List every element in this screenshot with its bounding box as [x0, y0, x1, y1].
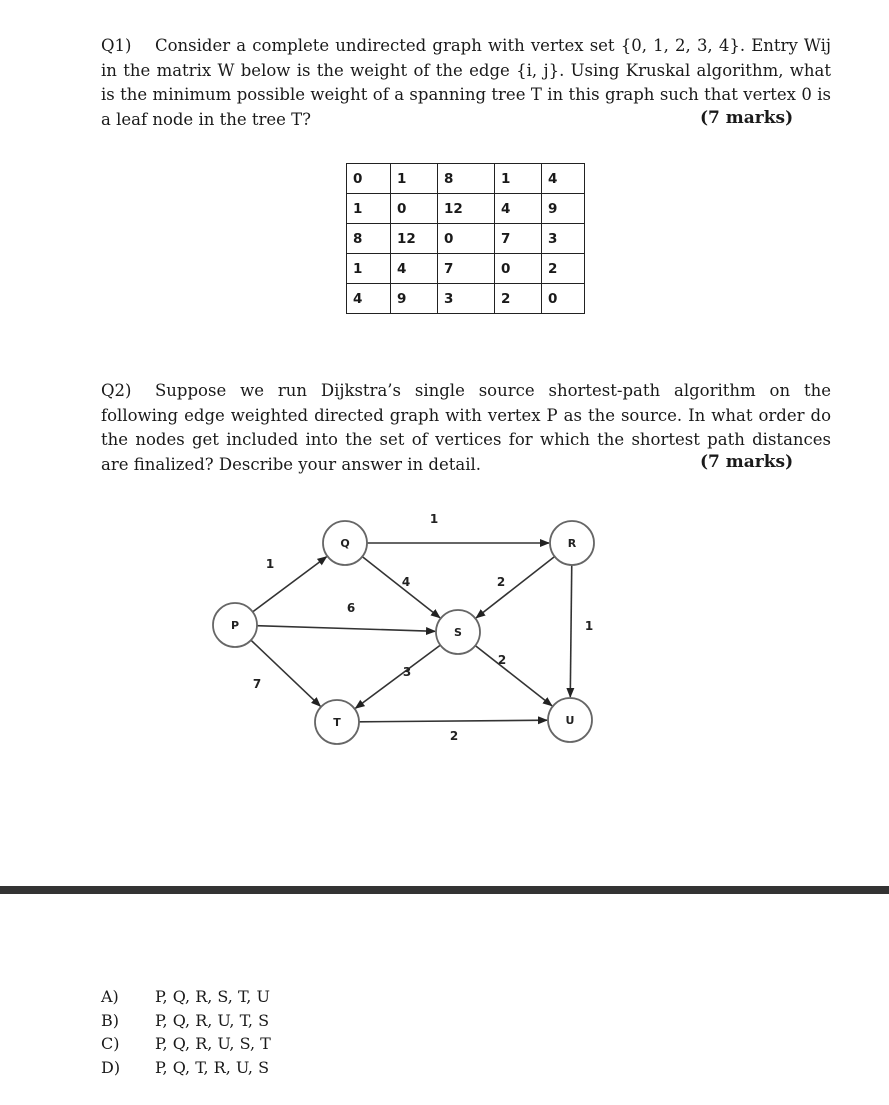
question-1-number: Q1) [101, 36, 132, 55]
question-1-text: Consider a complete undirected graph with vertex set {0, 1, 2, 3, 4}. Entry Wij in the matrix W below is the weight of the edge {i, j}. Using Kruskal algorithm, what is the minimum possible weight of a spanning tree T in this graph such that vertex 0 is a leaf node in the tree T? [101, 36, 831, 129]
matrix-cell: 4 [391, 254, 438, 284]
matrix-cell: 0 [391, 194, 438, 224]
matrix-cell: 0 [542, 284, 585, 314]
matrix-cell: 12 [438, 194, 495, 224]
matrix-cell: 0 [495, 254, 542, 284]
matrix-cell: 7 [438, 254, 495, 284]
matrix-cell: 1 [495, 164, 542, 194]
edge-weight-label: 1 [429, 512, 439, 526]
edge-p-t [251, 640, 320, 706]
matrix-cell: 4 [542, 164, 585, 194]
edge-weight-label: 4 [401, 575, 411, 589]
edge-weight-label: 1 [584, 619, 594, 633]
edge-r-s [476, 557, 555, 618]
edge-weight-label: 3 [402, 665, 412, 679]
question-2-number: Q2) [101, 381, 132, 400]
matrix-cell: 1 [391, 164, 438, 194]
node-s-label: S [454, 626, 462, 639]
matrix-cell: 2 [495, 284, 542, 314]
matrix-cell: 12 [391, 224, 438, 254]
edge-weight-label: 7 [252, 677, 262, 691]
matrix-cell: 0 [438, 224, 495, 254]
matrix-cell: 4 [495, 194, 542, 224]
edge-weight-label: 1 [265, 557, 275, 571]
option-a[interactable]: A) P, Q, R, S, T, U [101, 987, 270, 1006]
node-p-label: P [230, 619, 240, 632]
matrix-cell: 4 [347, 284, 391, 314]
matrix-cell: 7 [495, 224, 542, 254]
edge-r-u [570, 565, 571, 697]
matrix-cell: 1 [347, 254, 391, 284]
node-r-label: R [567, 537, 577, 550]
edge-weight-label: 6 [346, 601, 356, 615]
matrix-cell: 3 [542, 224, 585, 254]
edge-weight-label: 2 [496, 575, 506, 589]
matrix-cell: 2 [542, 254, 585, 284]
edge-p-s [257, 626, 435, 632]
question-2-text: Suppose we run Dijkstra’s single source shortest-path algorithm on the following edge weighted directed graph with vertex P as the source. In what order do the nodes get included into the set of vertices for which the shortest path distances are finalized? Describe your answer in detail. [101, 381, 831, 474]
matrix-cell: 0 [347, 164, 391, 194]
option-b[interactable]: B) P, Q, R, U, T, S [101, 1010, 270, 1030]
answer-options [101, 985, 271, 1079]
matrix-cell: 8 [347, 224, 391, 254]
node-q-label: Q [340, 537, 350, 550]
node-u-label: U [565, 714, 575, 727]
edge-s-t [355, 645, 440, 708]
edge-t-u [359, 720, 547, 722]
option-c[interactable]: C) P, Q, R, U, S, T [101, 1034, 271, 1053]
option-d[interactable]: D) P, Q, T, R, U, S [101, 1057, 270, 1077]
question-1-marks: (7 marks) [700, 108, 794, 128]
edge-s-u [475, 646, 552, 706]
matrix-cell: 3 [438, 284, 495, 314]
matrix-cell: 8 [438, 164, 495, 194]
matrix-cell: 9 [542, 194, 585, 224]
matrix-cell: 1 [347, 194, 391, 224]
edge-weight-label: 2 [497, 653, 507, 667]
matrix-cell: 9 [391, 284, 438, 314]
section-divider [0, 886, 889, 894]
node-t-label: T [333, 716, 341, 729]
edge-p-q [253, 557, 327, 612]
edge-weight-label: 2 [449, 729, 459, 743]
question-2-marks: (7 marks) [700, 452, 794, 472]
